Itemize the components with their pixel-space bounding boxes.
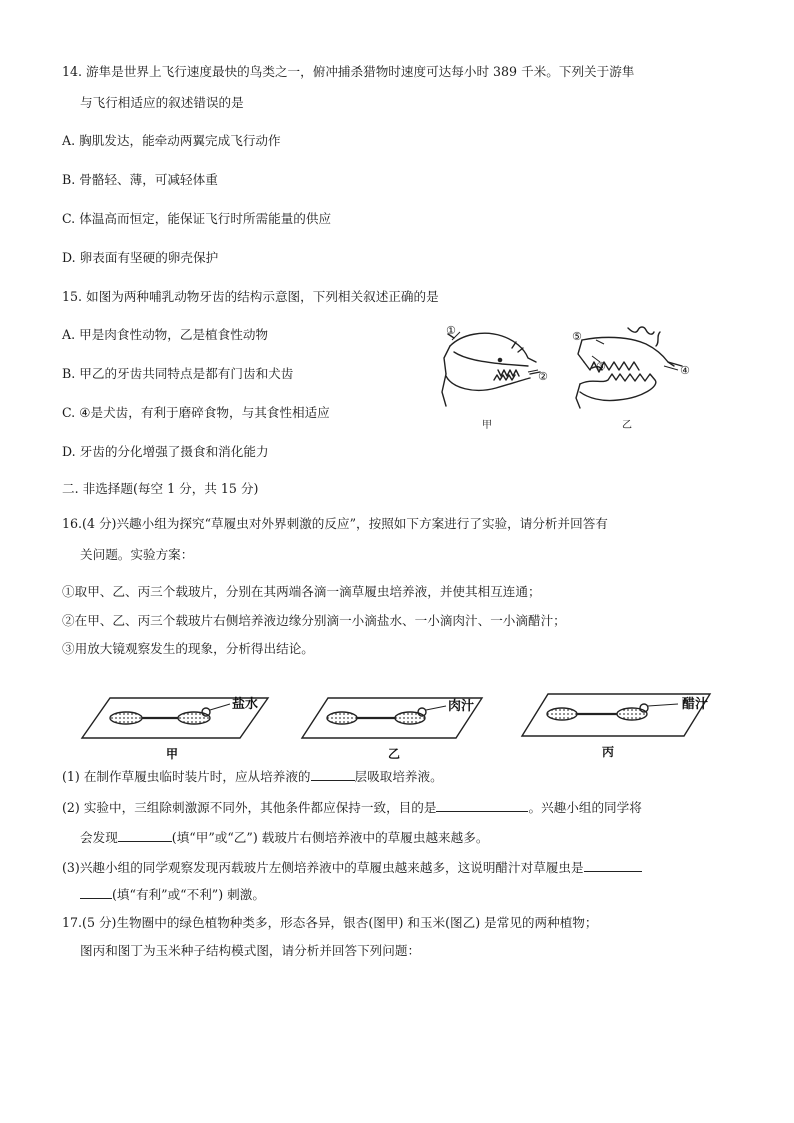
section2-title: 二. 非选择题(每空 1 分，共 15 分) — [62, 481, 259, 496]
q15-option-b: B. 甲乙的牙齿共同特点是都有门齿和犬齿 — [62, 366, 294, 381]
q15-option-a: A. 甲是肉食性动物，乙是植食性动物 — [62, 327, 269, 342]
q16-sub3-text-b: (填“有利”或“不利”) 刺激。 — [112, 887, 265, 902]
skull-right-lower — [580, 374, 656, 401]
teeth-label-4: ④ — [680, 364, 690, 377]
q16-stem-line2: 关问题。实验方案： — [80, 547, 194, 562]
slide-label-broth: 肉汁 — [448, 699, 475, 714]
q16-sub2-text-b: 。兴趣小组的同学将 — [528, 800, 642, 815]
q15-option-d: D. 牙齿的分化增强了摄食和消化能力 — [62, 444, 269, 459]
q16-step-1: ①取甲、乙、丙三个载玻片，分别在其两端各滴一滴草履虫培养液，并使其相互连通； — [62, 584, 541, 599]
q16-sub3 — [62, 859, 642, 876]
q17-stem-line2: 图丙和图丁为玉米种子结构模式图，请分析并回答下列问题： — [80, 943, 421, 958]
teeth-label-5: ⑤ — [572, 330, 582, 343]
slide-label-vinegar: 醋汁 — [682, 697, 709, 712]
slide-label-salt: 盐水 — [232, 697, 259, 712]
q16-sub1-text-a: (1) 在制作草履虫临时装片时，应从培养液的 — [62, 769, 311, 784]
teeth-figure — [432, 318, 702, 436]
q16-sub2-blank-1[interactable] — [436, 799, 528, 812]
q14-option-b: B. 骨骼轻、薄，可减轻体重 — [62, 172, 218, 187]
q14-option-d: D. 卵表面有坚硬的卵壳保护 — [62, 250, 219, 265]
q16-sub2 — [62, 799, 642, 816]
q16-step-3: ③用放大镜观察发生的现象，分析得出结论。 — [62, 641, 314, 656]
slide-caption-yi: 乙 — [388, 747, 401, 761]
q16-sub1-text-b: 层吸取培养液。 — [354, 769, 443, 784]
q15-option-c: C. ④是犬齿，有利于磨碎食物，与其食性相适应 — [62, 405, 330, 420]
slide-caption-jia: 甲 — [166, 747, 179, 761]
q17-stem-line1: 17.(5 分)生物圈中的绿色植物种类多，形态各异，银杏(图甲) 和玉米(图乙) 是常见的两种植物； — [62, 915, 598, 930]
q15-stem: 15. 如图为两种哺乳动物牙齿的结构示意图，下列相关叙述正确的是 — [62, 289, 439, 304]
q16-sub3-text-a: (3)兴趣小组的同学观察发现丙载玻片左侧培养液中的草履虫越来越多，这说明醋汁对草履虫是 — [62, 860, 584, 875]
skull-left-lower — [446, 376, 530, 390]
q16-sub2-text-d: (填“甲”或“乙”) 载玻片右侧培养液中的草履虫越来越多。 — [171, 830, 489, 845]
teeth-caption-left: 甲 — [482, 420, 492, 431]
slides-figure — [70, 680, 760, 762]
q14-option-a: A. 胸肌发达，能牵动两翼完成飞行动作 — [62, 133, 281, 148]
q16-sub3-blank-1[interactable] — [584, 859, 642, 872]
q14-option-c: C. 体温高而恒定，能保证飞行时所需能量的供应 — [62, 211, 332, 226]
teeth-label-3: ③ — [596, 360, 606, 373]
teeth-caption-right: 乙 — [622, 420, 632, 431]
q16-sub1 — [62, 768, 443, 785]
q16-sub2-blank-2[interactable] — [118, 829, 172, 842]
teeth-label-1: ① — [446, 324, 456, 337]
q14-stem-line1: 14. 游隼是世界上飞行速度最快的鸟类之一，俯冲捕杀猎物时速度可达每小时 389 千米。下列关于游隼 — [62, 64, 635, 79]
q14-stem-line2: 与飞行相适应的叙述错误的是 — [80, 95, 244, 110]
q16-sub1-blank[interactable] — [311, 768, 355, 781]
q16-sub2-text-c: 会发现 — [80, 830, 118, 845]
q16-sub3-cont — [80, 886, 265, 903]
teeth-label-2: ② — [538, 370, 548, 383]
q16-stem-line1: 16.(4 分)兴趣小组为探究“草履虫对外界刺激的反应”，按照如下方案进行了实验，请分析并回答有 — [62, 516, 608, 531]
q16-sub2-cont — [80, 829, 488, 846]
slide-caption-bing: 丙 — [602, 745, 615, 759]
q16-step-2: ②在甲、乙、丙三个载玻片右侧培养液边缘分别滴一小滴盐水、一小滴肉汁、一小滴醋汁； — [62, 613, 566, 628]
q16-sub3-blank-2[interactable] — [80, 886, 112, 899]
q16-sub2-text-a: (2) 实验中，三组除刺激源不同外，其他条件都应保持一致，目的是 — [62, 800, 437, 815]
